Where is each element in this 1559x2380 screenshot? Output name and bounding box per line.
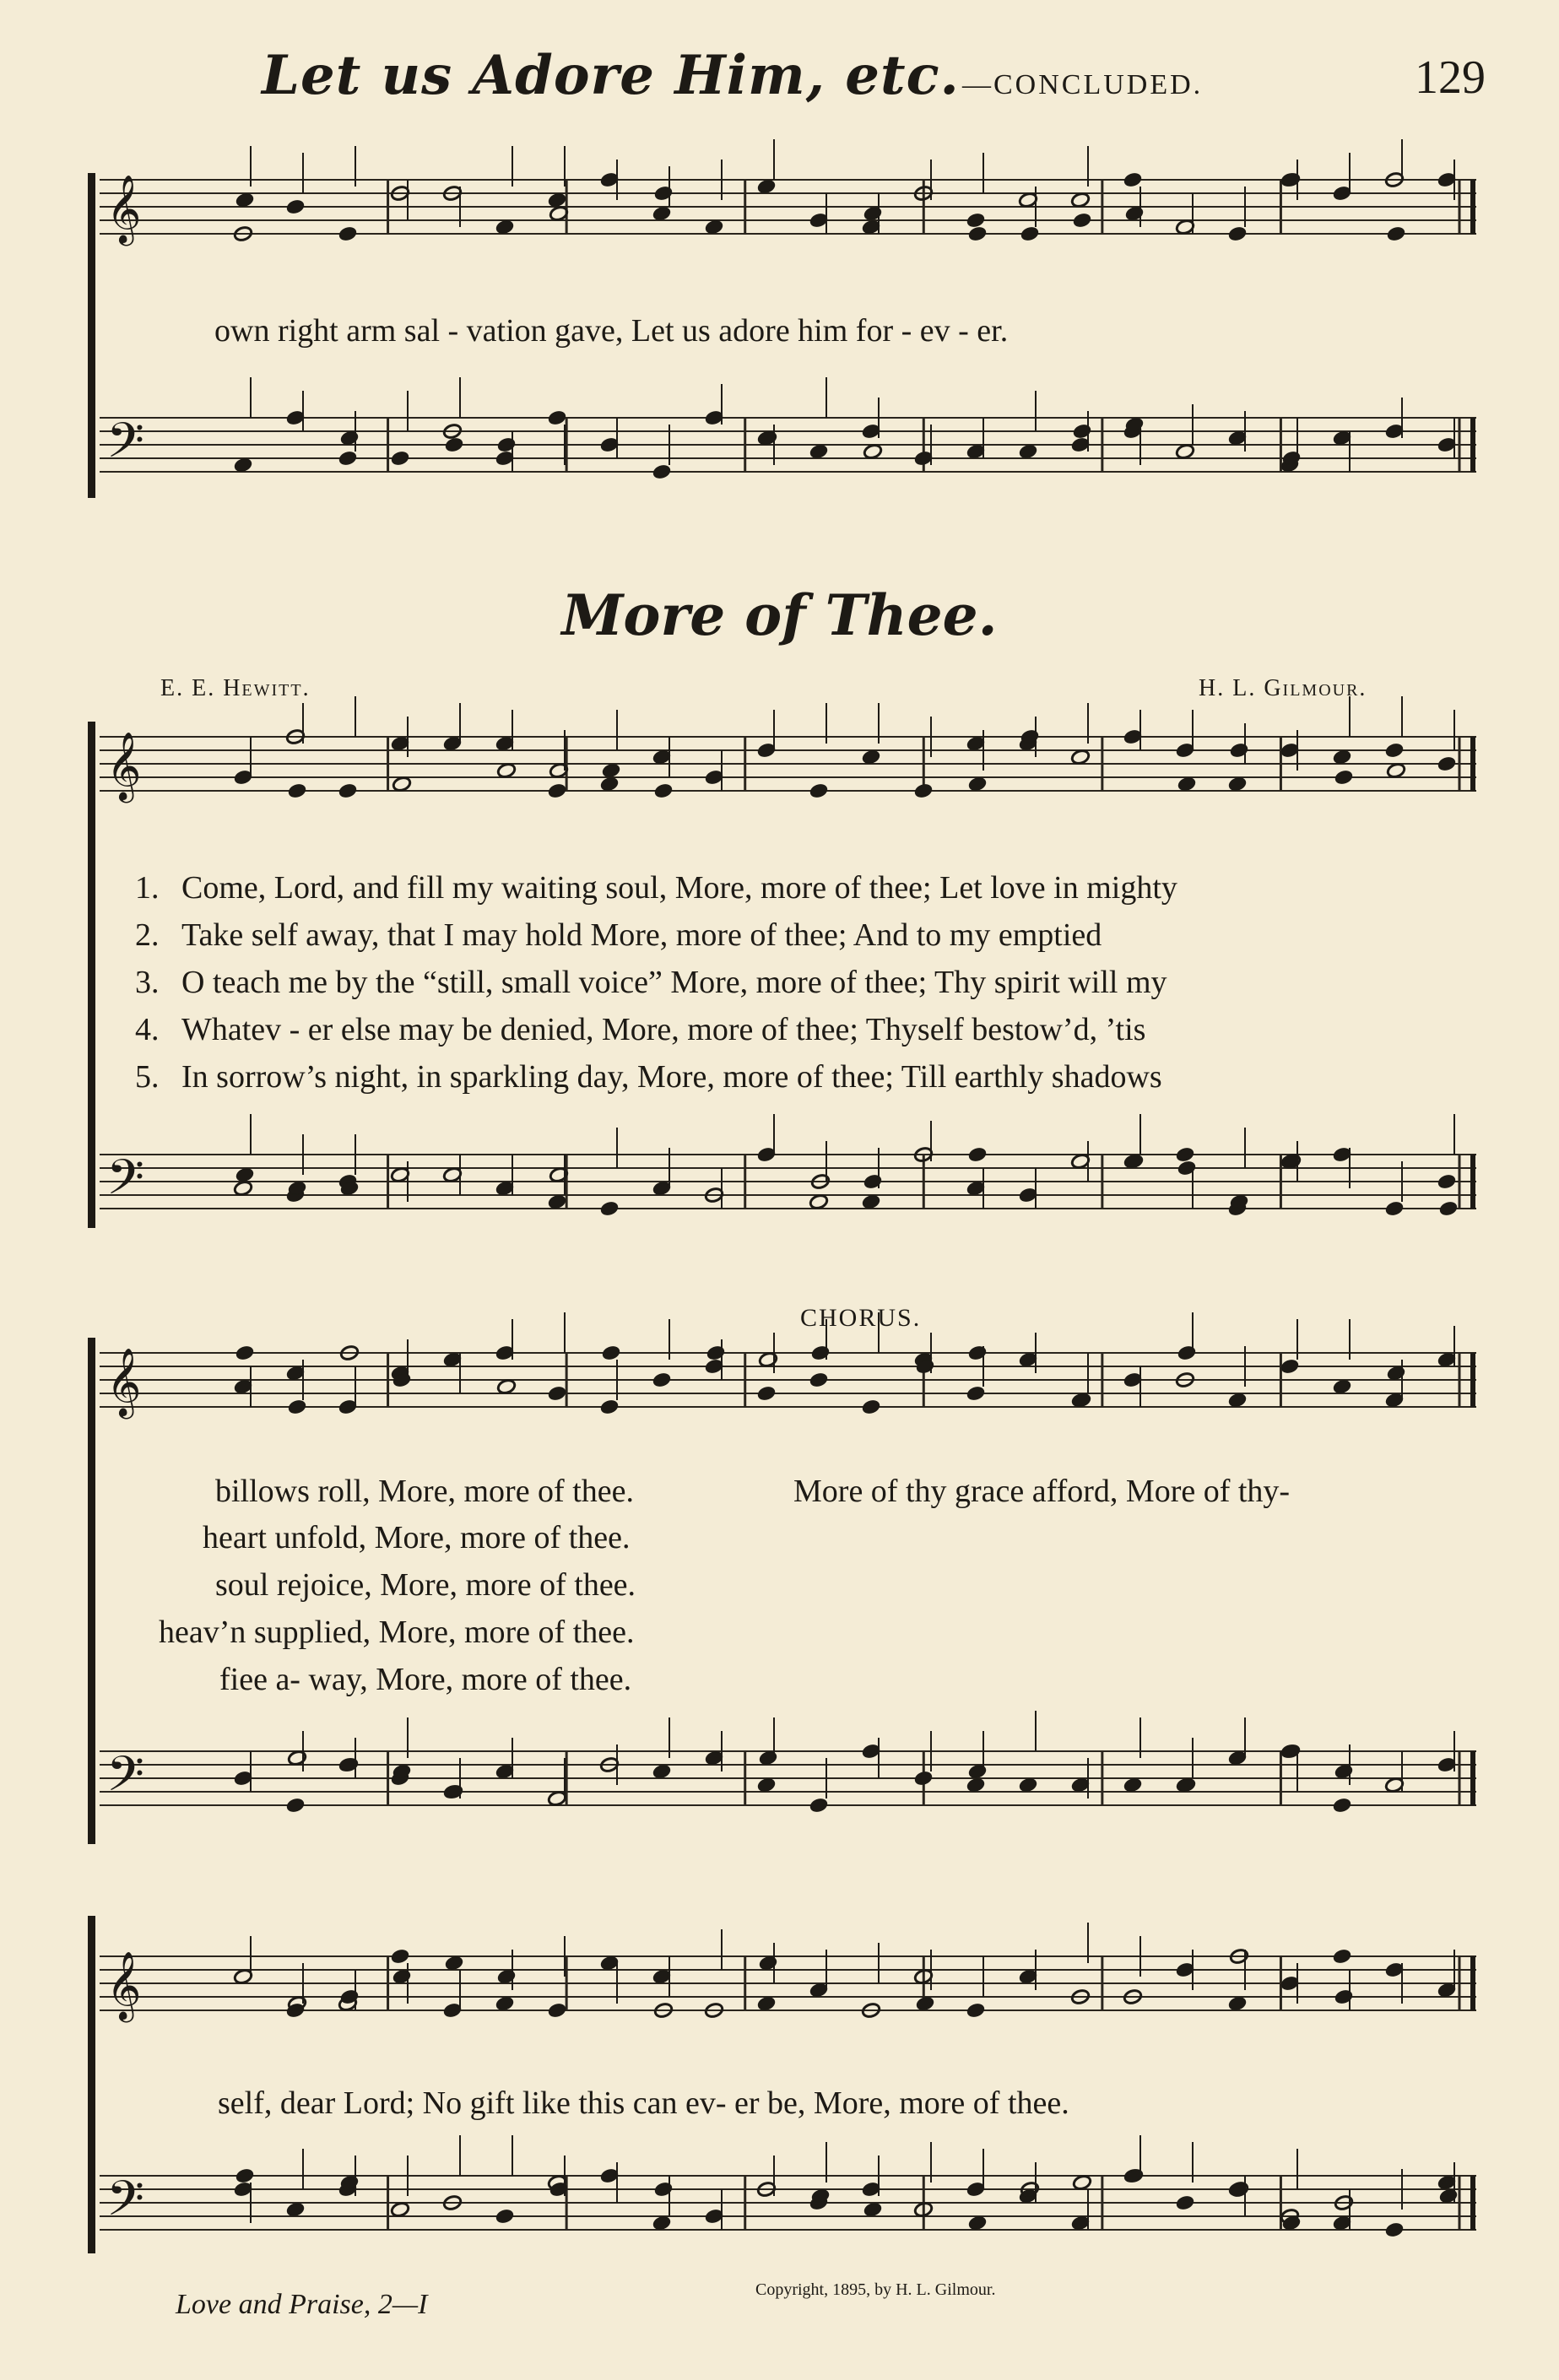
bass-staff	[100, 1745, 1476, 1815]
verse-5	[135, 1058, 1162, 1095]
page-number: 129	[1415, 51, 1486, 104]
verse-number: 3.	[135, 965, 160, 1000]
staff-notation	[100, 2170, 1476, 2294]
svg-text:𝄞: 𝄞	[106, 1347, 142, 1416]
svg-text:𝄢: 𝄢	[106, 1149, 145, 1218]
chorus-lyric-2: self, dear Lord; No gift like this can ev- er be, More, more of thee.	[218, 2085, 1069, 2121]
book-signature: Love and Praise, 2—I	[176, 2289, 428, 2320]
verse-text: Come, Lord, and fill my waiting soul, More, more of thee; Let love in mighty	[181, 870, 1177, 906]
system-bracket	[88, 173, 95, 498]
system-bracket	[88, 722, 95, 1228]
staff-notation	[100, 412, 1476, 536]
running-header	[262, 44, 1486, 120]
verse-1	[135, 869, 1177, 906]
treble-staff	[100, 731, 1476, 800]
treble-staff	[100, 1950, 1476, 2020]
continuation-line-4: heav’n supplied, More, more of thee.	[159, 1615, 635, 1650]
svg-text:𝄢: 𝄢	[106, 412, 145, 481]
continuation-line-3: soul rejoice, More, more of thee.	[215, 1567, 636, 1603]
staff-notation	[100, 1149, 1476, 1273]
bass-staff	[100, 2170, 1476, 2239]
svg-text:𝄞: 𝄞	[106, 1950, 142, 2020]
verse-number: 1.	[135, 870, 160, 906]
verse-number: 4.	[135, 1012, 160, 1047]
system-bracket	[88, 1916, 95, 2253]
continuation-line-1: billows roll, More, more of thee.	[215, 1474, 635, 1509]
staff-notation	[100, 1950, 1476, 2074]
verse-number: 2.	[135, 917, 160, 953]
bass-staff	[100, 412, 1476, 481]
verse-number: 5.	[135, 1059, 160, 1095]
verse-text: Whatev - er else may be denied, More, more of thee; Thyself bestow’d, ’tis	[181, 1012, 1146, 1047]
svg-text:𝄢: 𝄢	[106, 1745, 145, 1815]
composer-credit: H. L. Gilmour.	[1199, 675, 1367, 701]
chorus-lyric-1: More of thy grace afford, More of thy-	[793, 1474, 1291, 1509]
svg-text:𝄢: 𝄢	[106, 2170, 145, 2239]
treble-staff	[100, 174, 1476, 243]
music-system-1	[88, 173, 1476, 498]
system-bracket	[88, 1338, 95, 1844]
continuation-line-5: fiee a- way, More, more of thee.	[219, 1662, 632, 1697]
running-title: Let us Adore Him, etc.	[262, 44, 960, 107]
svg-text:𝄞: 𝄞	[106, 731, 142, 800]
continuation-line-2: heart unfold, More, more of thee.	[203, 1520, 631, 1555]
staff-notation	[100, 174, 1476, 298]
copyright-notice: Copyright, 1895, by H. L. Gilmour.	[755, 2280, 996, 2299]
treble-staff	[100, 1347, 1476, 1416]
verse-text: In sorrow’s night, in sparkling day, More, more of thee; Till earthly shadows	[181, 1059, 1162, 1095]
verse-3	[135, 964, 1167, 1001]
staff-notation	[100, 1347, 1476, 1471]
verse-4	[135, 1011, 1145, 1048]
author-credit: E. E. Hewitt.	[160, 675, 311, 701]
chorus-label: CHORUS.	[800, 1304, 922, 1332]
staff-notation	[100, 731, 1476, 855]
concluded-label: —CONCLUDED.	[962, 69, 1204, 100]
bass-staff	[100, 1149, 1476, 1218]
svg-text:𝄞: 𝄞	[106, 174, 142, 243]
song-title: More of Thee.	[561, 582, 998, 648]
verse-2	[135, 917, 1102, 954]
staff-notation	[100, 1745, 1476, 1869]
verse-text: Take self away, that I may hold More, more of thee; And to my emptied	[181, 917, 1102, 953]
lyric-line: own right arm sal - vation gave, Let us adore him for - ev - er.	[214, 313, 1009, 349]
verse-text: O teach me by the “still, small voice” More, more of thee; Thy spirit will my	[181, 965, 1167, 1000]
